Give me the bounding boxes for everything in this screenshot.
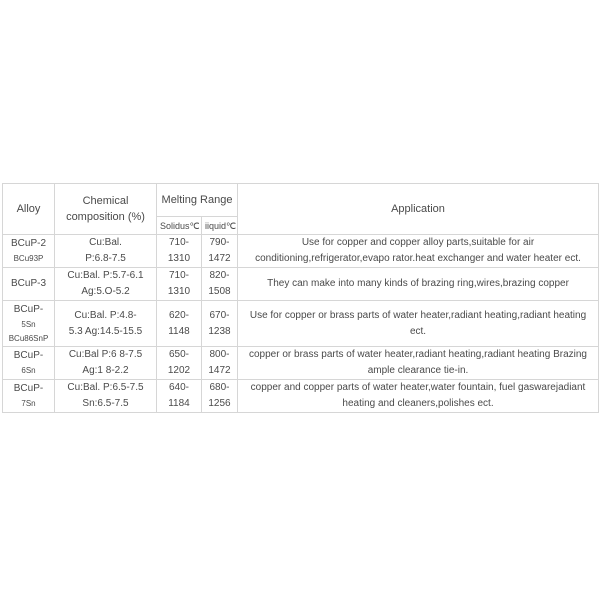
composition-cell: [55, 235, 157, 268]
solidus-cell: 710-1310: [157, 268, 202, 301]
alloy-cell: [3, 301, 55, 347]
solidus-cell: 640-1184: [157, 380, 202, 413]
alloy-name-suffix: 6Sn: [21, 366, 36, 375]
application-cell: They can make into many kinds of brazing ring,wires,brazing copper: [238, 268, 599, 301]
alloy-cell: [3, 268, 55, 301]
alloy-name: BCuP-: [13, 383, 44, 394]
application-cell: Use for copper and copper alloy parts,suitable for air conditioning,refrigerator,evapo rator.heat exchanger and water heater ect.: [238, 235, 599, 268]
header-alloy: Alloy: [3, 184, 55, 235]
composition-line: Cu:Bal. P:6.5-7.5: [67, 382, 144, 393]
composition-line: Cu:Bal. P:4.8-: [74, 309, 137, 321]
liquidus-line: 1508: [208, 286, 231, 297]
alloy-name: BCuP-: [13, 350, 44, 361]
composition-line: Cu:Bal. P:5.7-6.1: [67, 270, 144, 281]
header-application: Application: [238, 184, 599, 235]
alloy-cell: [3, 380, 55, 413]
liquidus-cell: [202, 301, 238, 347]
table-row: [3, 301, 599, 347]
application-cell: copper or brass parts of water heater,radiant heating,radiant heating Brazing ample clearance tie-in.: [238, 347, 599, 380]
composition-line: Cu:Bal P:6 8-7.5: [68, 349, 143, 360]
liquidus-line: 1238: [208, 325, 231, 337]
solidus-cell: 710-1310: [157, 235, 202, 268]
header-row: [3, 184, 599, 217]
header-composition: Chemical composition (%): [55, 184, 157, 235]
header-solidus: Solidus℃: [157, 217, 202, 235]
liquidus-line: 1472: [208, 365, 231, 376]
solidus-cell: 650-1202: [157, 347, 202, 380]
liquidus-line: 1256: [208, 398, 231, 409]
composition-cell: [55, 301, 157, 347]
liquidus-line: 800-: [209, 349, 230, 360]
liquidus-cell: [202, 347, 238, 380]
composition-cell: [55, 268, 157, 301]
liquidus-line: 1472: [208, 253, 231, 264]
composition-line: Ag:5.O-5.2: [81, 286, 130, 297]
composition-line: P:6.8-7.5: [85, 253, 126, 264]
header-liquidus: iiquid℃: [202, 217, 238, 235]
alloy-name: BCuP-: [13, 303, 44, 315]
header-melting-range: Melting Range: [157, 184, 238, 217]
liquidus-line: 820-: [209, 270, 230, 281]
composition-cell: [55, 380, 157, 413]
alloy-spec-table: [2, 183, 599, 413]
liquidus-cell: [202, 235, 238, 268]
table-row: [3, 380, 599, 413]
application-cell: Use for copper or brass parts of water heater,radiant heating,radiant heating ect.: [238, 301, 599, 347]
alloy-cell: [3, 347, 55, 380]
liquidus-line: 680-: [209, 382, 230, 393]
composition-line: Sn:6.5-7.5: [82, 398, 129, 409]
table-row: [3, 235, 599, 268]
liquidus-cell: [202, 268, 238, 301]
composition-line: Ag:1 8-2.2: [82, 365, 129, 376]
alloy-code: BCu86SnP: [8, 333, 49, 343]
alloy-name: BCuP-2: [10, 238, 46, 249]
liquidus-line: 670-: [209, 309, 230, 321]
table-row: [3, 347, 599, 380]
composition-cell: [55, 347, 157, 380]
solidus-cell: 620-1148: [157, 301, 202, 347]
alloy-name-suffix: 5Sn: [21, 319, 36, 329]
application-cell: copper and copper parts of water heater,water fountain, fuel gaswarejadiant heating and cleaners,polishes ect.: [238, 380, 599, 413]
alloy-cell: [3, 235, 55, 268]
liquidus-cell: [202, 380, 238, 413]
alloy-name-suffix: 7Sn: [21, 399, 36, 408]
composition-line: 5.3 Ag:14.5-15.5: [68, 325, 143, 337]
composition-line: Cu:Bal.: [89, 237, 122, 248]
alloy-code: BCu93P: [13, 254, 44, 263]
liquidus-line: 790-: [209, 237, 230, 248]
table-row: [3, 268, 599, 301]
alloy-name: BCuP-3: [10, 278, 46, 289]
